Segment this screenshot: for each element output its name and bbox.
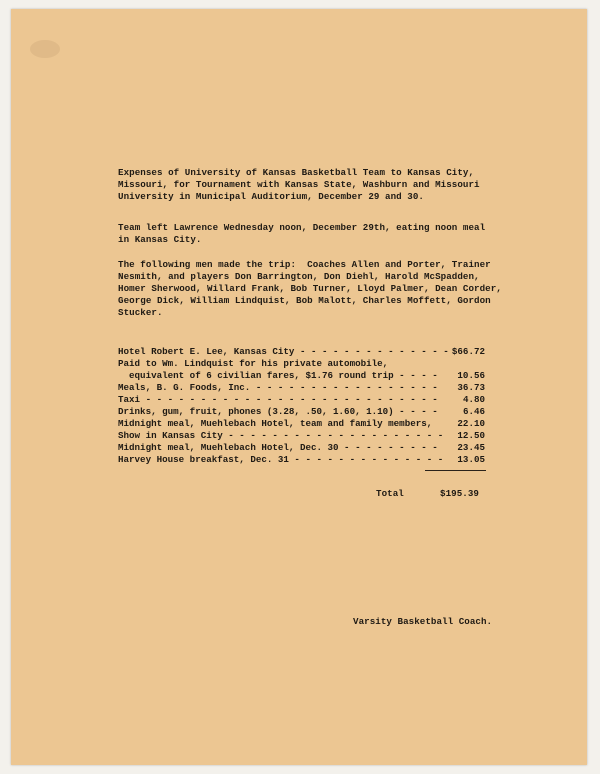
expense-label: Meals, B. G. Foods, Inc. - - - - - - - - - - - - - - - - - — [118, 382, 438, 393]
expense-amount: 23.45 — [457, 442, 485, 453]
expense-label: Midnight meal, Muehlebach Hotel, Dec. 30 - - - - - - - - - — [118, 442, 438, 453]
signature-title: Varsity Basketball Coach. — [353, 616, 493, 627]
departure-line: in Kansas City. — [118, 234, 202, 245]
expense-amount: 12.50 — [457, 430, 485, 441]
expense-label: Paid to Wm. Lindquist for his private automobile, — [118, 358, 389, 369]
expense-row — [118, 382, 485, 394]
expense-amount: 6.46 — [462, 406, 485, 417]
roster-line: The following men made the trip: Coaches Allen and Porter, Trainer — [118, 259, 491, 270]
expense-amount: $66.72 — [451, 346, 485, 357]
departure-line: Team left Lawrence Wednesday noon, December 29th, eating noon meal — [118, 222, 486, 233]
roster-line: Nesmith, and players Don Barrington, Don Diehl, Harold McSpadden, — [118, 271, 480, 282]
header-line: Missouri, for Tournament with Kansas State, Washburn and Missouri — [118, 179, 480, 190]
expense-row — [118, 346, 485, 358]
expense-label: equivalent of 6 civilian fares, $1.76 round trip - - - - — [118, 370, 438, 381]
expense-row — [118, 394, 485, 406]
total-amount: $195.39 — [440, 488, 479, 499]
stain-mark — [30, 40, 60, 58]
expense-amount: 36.73 — [457, 382, 485, 393]
expense-label: Midnight meal, Muehlebach Hotel, team and family members, — [118, 418, 433, 429]
roster-line: George Dick, William Lindquist, Bob Malott, Charles Moffett, Gordon — [118, 295, 491, 306]
expense-label: Hotel Robert E. Lee, Kansas City - - - - - - - - - - - - - - — [118, 346, 449, 357]
expense-row — [118, 370, 485, 382]
header-line: University in Municipal Auditorium, December 29 and 30. — [118, 191, 424, 202]
roster-line: Stucker. — [118, 307, 163, 318]
header-line: Expenses of University of Kansas Basketball Team to Kansas City, — [118, 167, 475, 178]
total-label: Total — [376, 488, 404, 499]
roster-line: Homer Sherwood, Willard Frank, Bob Turner, Lloyd Palmer, Dean Corder, — [118, 283, 502, 294]
expense-row — [118, 406, 485, 418]
expense-label: Harvey House breakfast, Dec. 31 - - - - - - - - - - - - - - — [118, 454, 444, 465]
expense-row — [118, 442, 485, 454]
expense-row — [118, 430, 485, 442]
expense-row — [118, 358, 485, 370]
total-underline — [425, 470, 486, 471]
expense-label: Show in Kansas City - - - - - - - - - - - - - - - - - - - - — [118, 430, 444, 441]
expense-label: Taxi - - - - - - - - - - - - - - - - - - - - - - - - - - - — [118, 394, 438, 405]
expense-row — [118, 418, 485, 430]
expense-amount: 22.10 — [457, 418, 485, 429]
expense-label: Drinks, gum, fruit, phones (3.28, .50, 1.60, 1.10) - - - - — [118, 406, 438, 417]
expense-amount: 10.56 — [457, 370, 485, 381]
expense-amount: 4.80 — [462, 394, 485, 405]
expense-amount: 13.05 — [457, 454, 485, 465]
expense-row — [118, 454, 485, 466]
